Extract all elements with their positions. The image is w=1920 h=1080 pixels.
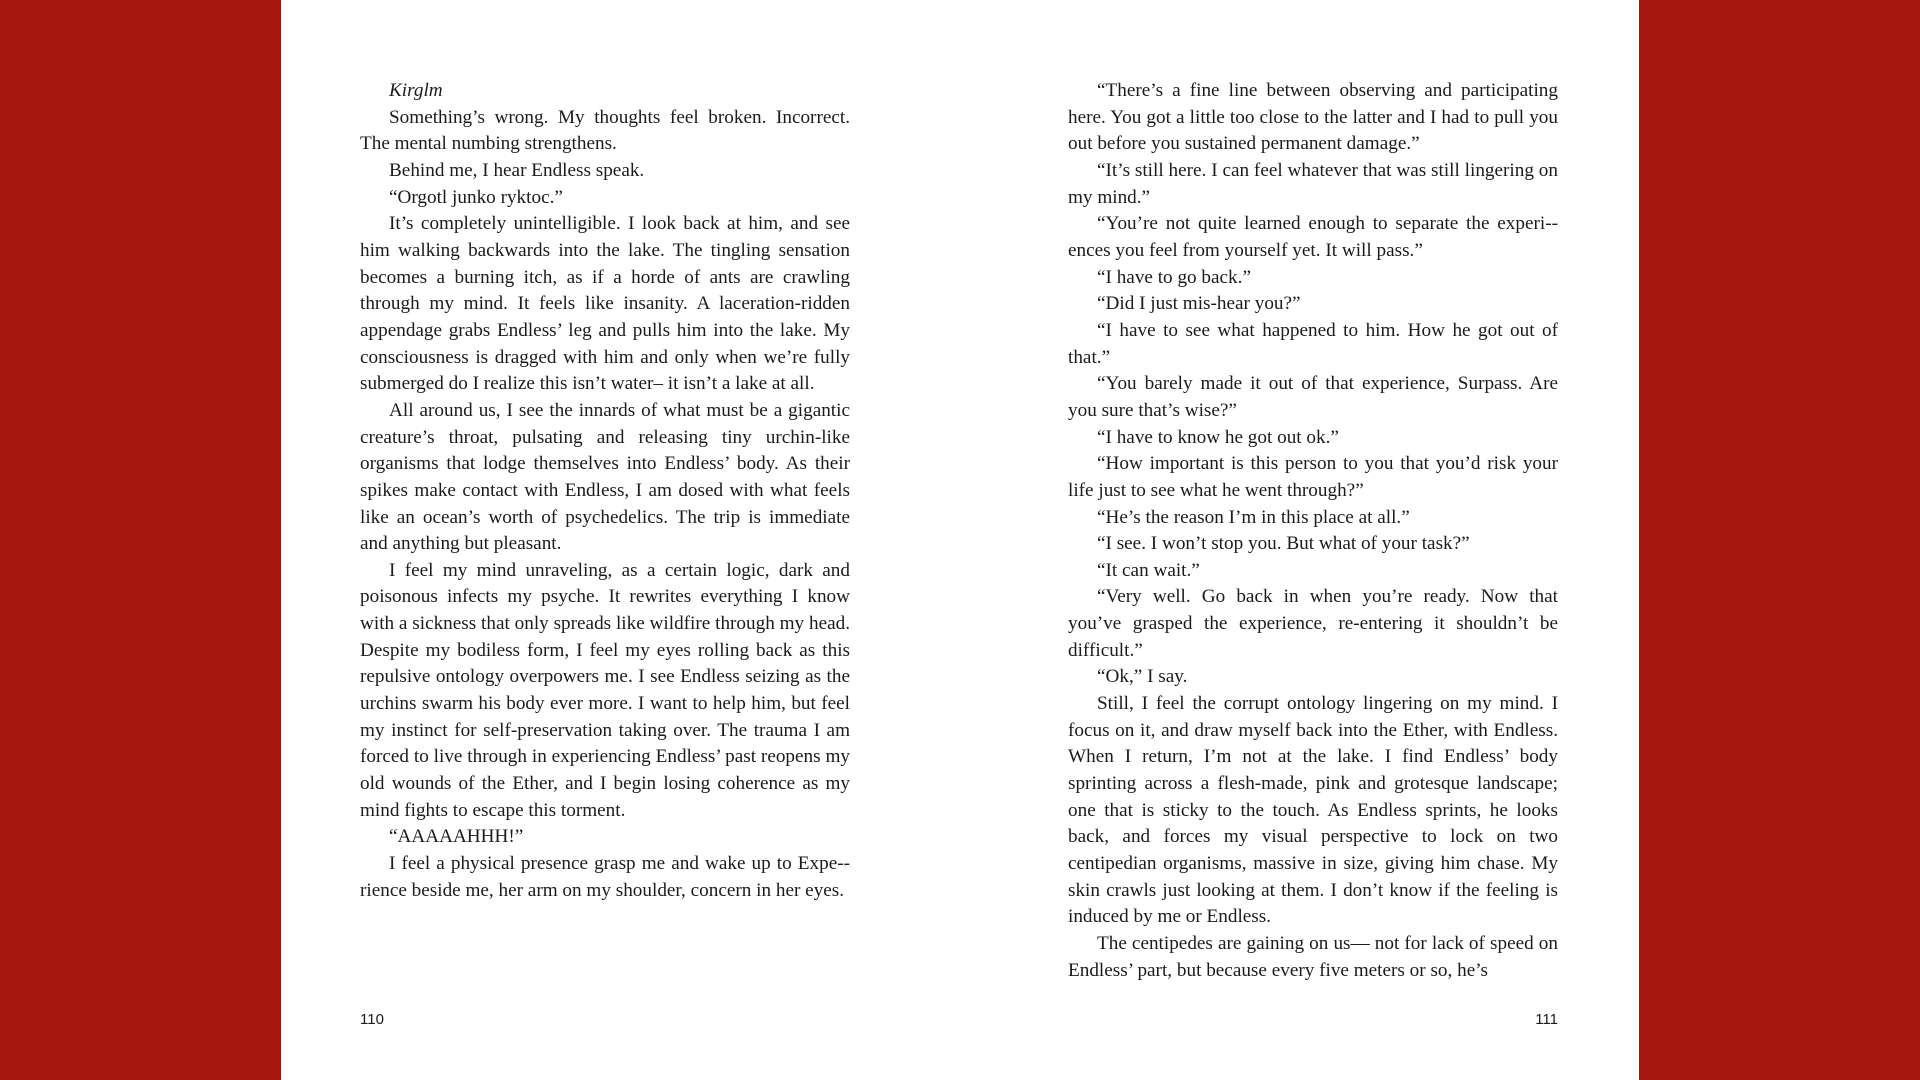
paragraph: “I have to know he got out ok.” bbox=[1097, 426, 1339, 448]
paragraph: Behind me, I hear Endless speak. bbox=[389, 159, 645, 181]
paragraph: “He’s the reason I’m in this place at all.” bbox=[1097, 506, 1410, 528]
paragraph: “I see. I won’t stop you. But what of your task?” bbox=[1097, 533, 1470, 555]
paragraph: “Ok,” I say. bbox=[1097, 666, 1188, 688]
paragraph: All around us, I see the innards of what must be a gigantic creature’s throat, pulsating and releasing tiny urchin-like organisms that lodge themselves into Endless’ body. As their spikes make contact with Endless, I am dosed with what feels like an ocean’s worth of psychedelics. The trip is immediate and anything but pleasant. bbox=[360, 399, 850, 555]
paragraph: “Very well. Go back in when you’re ready. Now that you’ve grasped the experience, re-entering it shouldn’t be difficult.” bbox=[1068, 586, 1558, 661]
paragraph: I feel my mind unraveling, as a certain logic, dark and poisonous infects my psyche. It rewrites everything I know with a sickness that only spreads like wildfire through my head. Despite my bodiless form, I feel my eyes rolling back as this repulsive ontology overpowers me. I see Endless seizing as the urchins swarm his body ever more. I want to help him, but feel my instinct for self-preservation taking over. The trauma I am forced to live through in experiencing Endless’ past reopens my old wounds of the Ether, and I begin losing coherence as my mind fights to escape this torment. bbox=[360, 559, 850, 821]
paragraph: “AAAAAHHH!” bbox=[389, 826, 524, 848]
paragraph: “I have to see what happened to him. How he got out of that.” bbox=[1068, 319, 1558, 368]
paragraph: “It can wait.” bbox=[1097, 559, 1200, 581]
paragraph: “I have to go back.” bbox=[1097, 266, 1251, 288]
paragraph: “Did I just mis-hear you?” bbox=[1097, 293, 1301, 315]
paragraph: “You barely made it out of that experience, Surpass. Are you sure that’s wise?” bbox=[1068, 373, 1558, 421]
paragraph: “How important is this person to you that you’d risk your life just to see what he went through?” bbox=[1068, 453, 1558, 501]
paragraph: “It’s still here. I can feel whatever that was still lingering on my mind.” bbox=[1068, 159, 1558, 208]
right-page bbox=[1068, 78, 1558, 984]
paragraph: “You’re not quite learned enough to separate the experi-ences you feel from yourself yet. It will pass.” bbox=[1068, 213, 1558, 261]
paragraph: “Orgotl junko ryktoc.” bbox=[389, 186, 563, 208]
page-number-right: 111 bbox=[1535, 1011, 1558, 1028]
paragraph: It’s completely unintelligible. I look back at him, and see him walking backwards into the lake. The tingling sensation becomes a burning itch, as if a horde of ants are crawling through my mind. It feels like insanity. A laceration-ridden appendage grabs Endless’ leg and pulls him into the lake. My consciousness is dragged with him and only when we’re fully submerged do I realize this isn’t water– it isn’t a lake at all. bbox=[360, 213, 850, 395]
book-spread bbox=[281, 0, 1639, 1080]
paragraph: Something’s wrong. My thoughts feel broken. Incorrect. The mental numbing strengthens. bbox=[360, 106, 850, 155]
paragraph: The centipedes are gaining on us— not for lack of speed on Endless’ part, but because every five meters or so, he’s bbox=[1068, 933, 1558, 981]
paragraph: Still, I feel the corrupt ontology lingering on my mind. I focus on it, and draw myself back into the Ether, with Endless. When I return, I’m not at the lake. I find Endless’ body sprinting across a flesh-made, pink and grotesque landscape; one that is sticky to the touch. As Endless sprints, he looks back, and forces my visual perspective to lock on two centipedian organisms, massive in size, giving him chase. My skin crawls just looking at them. I don’t know if the feeling is induced by me or Endless. bbox=[1068, 693, 1558, 928]
page-number-left: 110 bbox=[360, 1011, 384, 1028]
paragraph: I feel a physical presence grasp me and wake up to Expe-rience beside me, her arm on my shoulder, concern in her eyes. bbox=[360, 853, 850, 901]
section-heading: Kirglm bbox=[389, 80, 443, 101]
left-page bbox=[360, 78, 850, 904]
paragraph: “There’s a fine line between observing and participating here. You got a little too close to the latter and I had to pull you out before you sustained permanent damage.” bbox=[1068, 80, 1558, 155]
